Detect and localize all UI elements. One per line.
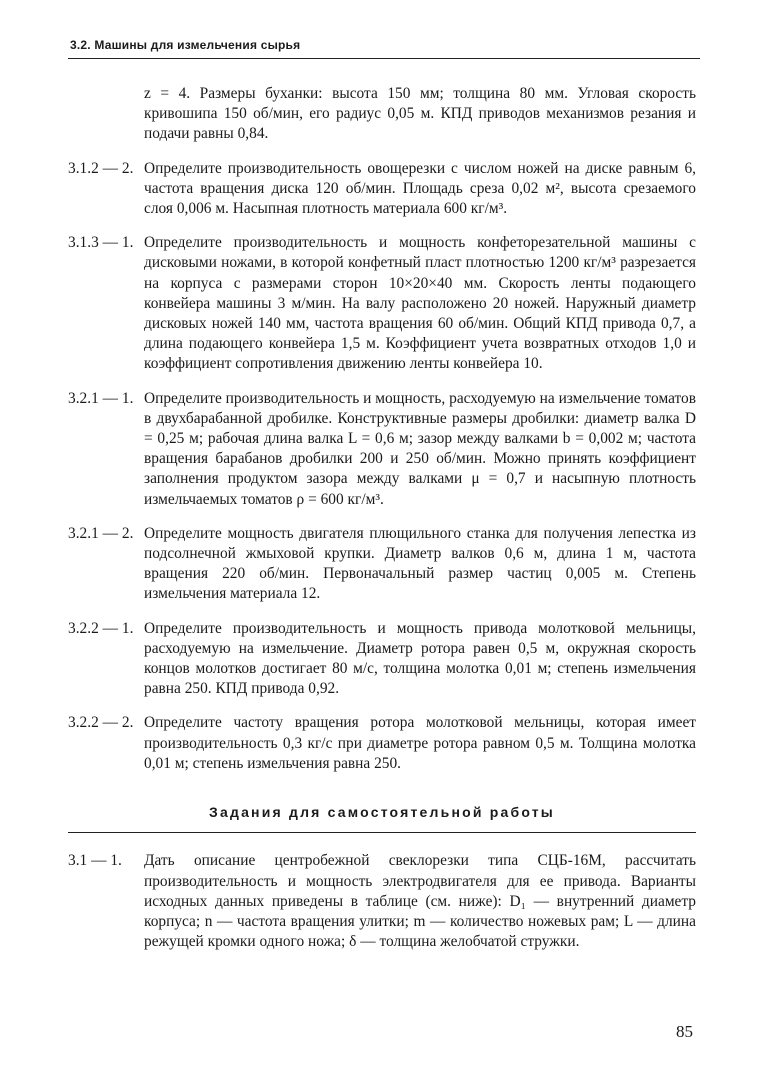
- running-head: 3.2. Машины для измельчения сырья: [70, 38, 301, 52]
- problem-number: 3.2.2 — 2.: [68, 714, 134, 732]
- problem-text: Определите производительность и мощность привода молотковой мельницы, расходуемую на измельчение. Диаметр ротора равен 0,5 м, окружная скорость концов молотков достигает 80 м/с, толщина молотка 0,01 м; степень измельчения равна 250. КПД привода 0,92.: [144, 619, 696, 698]
- problem-number: 3.2.2 — 1.: [68, 619, 134, 637]
- problem-item: [68, 389, 696, 510]
- section-rule: [68, 832, 696, 833]
- continued-paragraph: z = 4. Размеры буханки: высота 150 мм; толщина 80 мм. Угловая скорость кривошипа 150 об/мин, его радиус 0,05 м. КПД приводов механизмов резания и подачи равны 0,84.: [144, 85, 696, 143]
- problem-number: 3.1.2 — 2.: [68, 159, 134, 177]
- problem-text: Определите производительность и мощность, расходуемую на измельчение томатов в двухбарабанной дробилке. Конструктивные размеры дробилки: диаметр валка D = 0,25 м; рабочая длина валка L = 0,6 м; зазор между валками b = 0,002 м; частота вращения барабанов дробилки 200 и 250 об/мин. Можно принять коэффициент заполнения продуктом зазора между валками μ = 0,7 и насыпную плотность измельчаемых томатов ρ = 600 кг/м³.: [144, 389, 696, 508]
- problem-text: Определите частоту вращения ротора молотковой мельницы, которая имеет производительность 0,3 кг/с при диаметре ротора равном 0,5 м. Толщина молотка 0,01 м; степень измельчения равна 250.: [144, 714, 696, 772]
- header-rule: [68, 58, 700, 59]
- section-title: Задания для самостоятельной работы: [209, 804, 555, 821]
- task-text: Дать описание центробежной свеклорезки типа СЦБ-16М, рассчитать производительность и мощность электродвигателя для ее привода. Варианты исходных данных приведены в таблице (см. ниже): D₁ — внутренний диаметр корпуса; n — частота вращения улитки; m — количество ножевых рам; L — длина режущей кромки одного ножа; δ — толщина желобчатой стружки.: [144, 852, 696, 951]
- problem-item: [68, 713, 696, 774]
- problem-number: 3.2.1 — 2.: [68, 524, 134, 542]
- problem-text: Определите мощность двигателя плющильного станка для получения лепестка из подсолнечной жмыховой крупки. Диаметр валков 0,6 м, длина 1 м, частота вращения 220 об/мин. Первоначальный размер частиц 0,005 м. Степень измельчения материала 12.: [144, 524, 696, 603]
- problem-text: Определите производительность и мощность конфеторезательной машины с дисковыми ножами, в которой конфетный пласт плотностью 1200 кг/м³ разрезается на корпуса с размерами сторон 10×20×40 мм. Скорость ленты подающего конвейера машины 3 м/мин. На валу расположено 20 ножей. Наружный диаметр дисковых ножей 140 мм, частота вращения 60 об/мин. Общий КПД привода 0,7, а длина подающего конвейера 1,5 м. Коэффициент учета возвратных отходов 1,0 и коэффициент сопротивления движению ленты конвейера 10.: [144, 234, 696, 373]
- problem-number: 3.1.3 — 1.: [68, 234, 134, 252]
- task-number: 3.1 — 1.: [68, 852, 122, 870]
- task-item: [68, 851, 696, 952]
- problem-text: Определите производительность овощерезки с числом ножей на диске равным 6, частота вращения диска 120 об/мин. Площадь среза 0,02 м², высота срезаемого слоя 0,006 м. Насыпная плотность материала 600 кг/м³.: [144, 159, 696, 218]
- page-number: 85: [676, 1022, 693, 1041]
- problem-item: [68, 159, 696, 220]
- problem-item: [68, 619, 696, 700]
- problem-item: [68, 524, 696, 605]
- problem-number: 3.2.1 — 1.: [68, 389, 134, 407]
- problem-item: [68, 233, 696, 374]
- page-body: [68, 84, 696, 966]
